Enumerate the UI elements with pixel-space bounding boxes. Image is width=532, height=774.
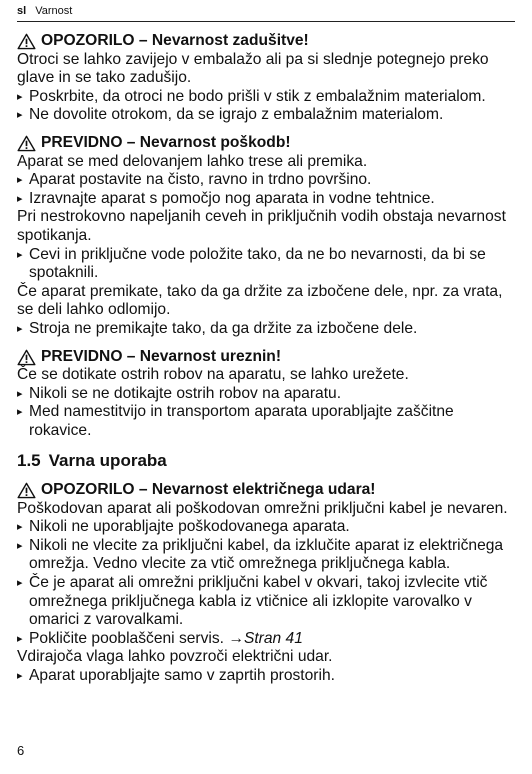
bullet-triangle-icon: ▸ — [17, 322, 23, 335]
list-item — [17, 630, 515, 649]
header-language: sl — [17, 5, 27, 17]
warning-heading — [17, 32, 515, 51]
bullet-triangle-icon: ▸ — [17, 577, 23, 590]
page-reference-link[interactable]: →Stran 41 — [228, 629, 303, 647]
safety-notice — [17, 32, 515, 125]
bullet-triangle-icon: ▸ — [17, 670, 23, 682]
warning-heading-text: PREVIDNO – Nevarnost poškodb! — [41, 133, 291, 151]
document-body — [17, 32, 515, 695]
bullet-triangle-icon: ▸ — [17, 387, 23, 400]
list-item — [17, 537, 515, 574]
warning-heading — [17, 348, 515, 367]
paragraph: Aparat se med delovanjem lahko trese ali premika. — [17, 152, 368, 170]
list-item-text: Izravnajte aparat s pomočjo nog aparata in vodne tehtnice. — [29, 189, 435, 207]
list-item — [17, 320, 515, 339]
list-item-text: Stroja ne premikajte tako, da ga držite za izbočene dele. — [29, 319, 418, 337]
header-rule — [17, 21, 515, 22]
page-number: 6 — [17, 743, 25, 758]
list-item-text: Med namestitvijo in transportom aparata uporabljajte zaščitne rokavice. — [29, 403, 454, 439]
paragraph: Pri nestrokovno napeljanih ceveh in priključnih vodih obstaja nevarnost spotikanja. — [17, 208, 506, 244]
list-item — [17, 106, 515, 125]
paragraph: Če aparat premikate, tako da ga držite za izbočene dele, npr. za vrata, se deli lahko odlomijo. — [17, 282, 503, 319]
bullet-triangle-icon: ▸ — [17, 192, 23, 205]
list-item — [17, 190, 515, 209]
section-title: Varna uporaba — [48, 451, 167, 471]
paragraph: Poškodovan aparat ali poškodovan omrežni priključni kabel je nevaren. — [17, 499, 508, 517]
paragraph: Vdirajoča vlaga lahko povzroči električni udar. — [17, 648, 333, 666]
bullet-triangle-icon: ▸ — [17, 539, 23, 552]
warning-heading — [17, 134, 515, 153]
warning-heading-text: OPOZORILO – Nevarnost zadušitve! — [41, 32, 309, 49]
list-item-text: Če je aparat ali omrežni priključni kabel v okvari, takoj izvlecite vtič omrežnega priključnega kabla iz vtičnice ali izklopite varovalko v omarici z varovalkami. — [29, 574, 488, 629]
list-item — [17, 88, 515, 107]
list-item — [17, 171, 515, 190]
section-heading — [17, 452, 515, 471]
list-item — [17, 246, 515, 283]
warning-triangle-icon — [17, 135, 36, 152]
paragraph: Otroci se lahko zavijejo v embalažo ali pa si slednje potegnejo preko glave in se tako zadušijo. — [17, 50, 489, 87]
warning-heading-text: OPOZORILO – Nevarnost električnega udara! — [41, 481, 376, 499]
list-item-text: Ne dovolite otrokom, da se igrajo z embalažnim materialom. — [29, 106, 444, 124]
list-item — [17, 667, 515, 686]
bullet-triangle-icon: ▸ — [17, 248, 23, 261]
list-item-text: Aparat postavite na čisto, ravno in trdno površino. — [29, 171, 372, 189]
warning-heading — [17, 481, 515, 500]
warning-triangle-icon — [17, 33, 36, 50]
bullet-triangle-icon: ▸ — [17, 521, 23, 534]
list-item — [17, 574, 515, 630]
list-item — [17, 385, 515, 404]
list-item-text: Cevi in priključne vode položite tako, da ne bo nevarnosti, da bi se spotaknili. — [29, 245, 486, 282]
warning-heading-text: PREVIDNO – Nevarnost ureznin! — [41, 347, 282, 365]
running-header — [17, 5, 72, 17]
warning-triangle-icon — [17, 349, 36, 366]
list-item-text: Aparat uporabljajte samo v zaprtih prostorih. — [29, 667, 335, 684]
list-item-text: Pokličite pooblaščeni servis. — [29, 629, 225, 647]
list-item-text: Nikoli se ne dotikajte ostrih robov na aparatu. — [29, 384, 342, 402]
bullet-triangle-icon: ▸ — [17, 90, 23, 103]
list-item-text: Poskrbite, da otroci ne bodo prišli v stik z embalažnim materialom. — [29, 87, 486, 105]
list-item-text: Nikoli ne uporabljajte poškodovanega aparata. — [29, 518, 350, 536]
bullet-triangle-icon: ▸ — [17, 632, 23, 645]
list-item — [17, 518, 515, 537]
section-number: 1.5 — [17, 451, 41, 471]
safety-notice — [17, 481, 515, 686]
bullet-triangle-icon: ▸ — [17, 109, 23, 122]
list-item-text: Nikoli ne vlecite za priključni kabel, da izklučite aparat iz električnega omrežja. Vedno vlecite za vtič omrežnega priključnega kabla. — [29, 536, 504, 573]
bullet-triangle-icon: ▸ — [17, 174, 23, 187]
safety-notice — [17, 134, 515, 339]
header-title: Varnost — [35, 5, 73, 17]
list-item — [17, 403, 515, 440]
paragraph: Če se dotikate ostrih robov na aparatu, se lahko urežete. — [17, 366, 409, 384]
safety-notice — [17, 348, 515, 441]
bullet-triangle-icon: ▸ — [17, 406, 23, 419]
warning-triangle-icon — [17, 482, 36, 499]
